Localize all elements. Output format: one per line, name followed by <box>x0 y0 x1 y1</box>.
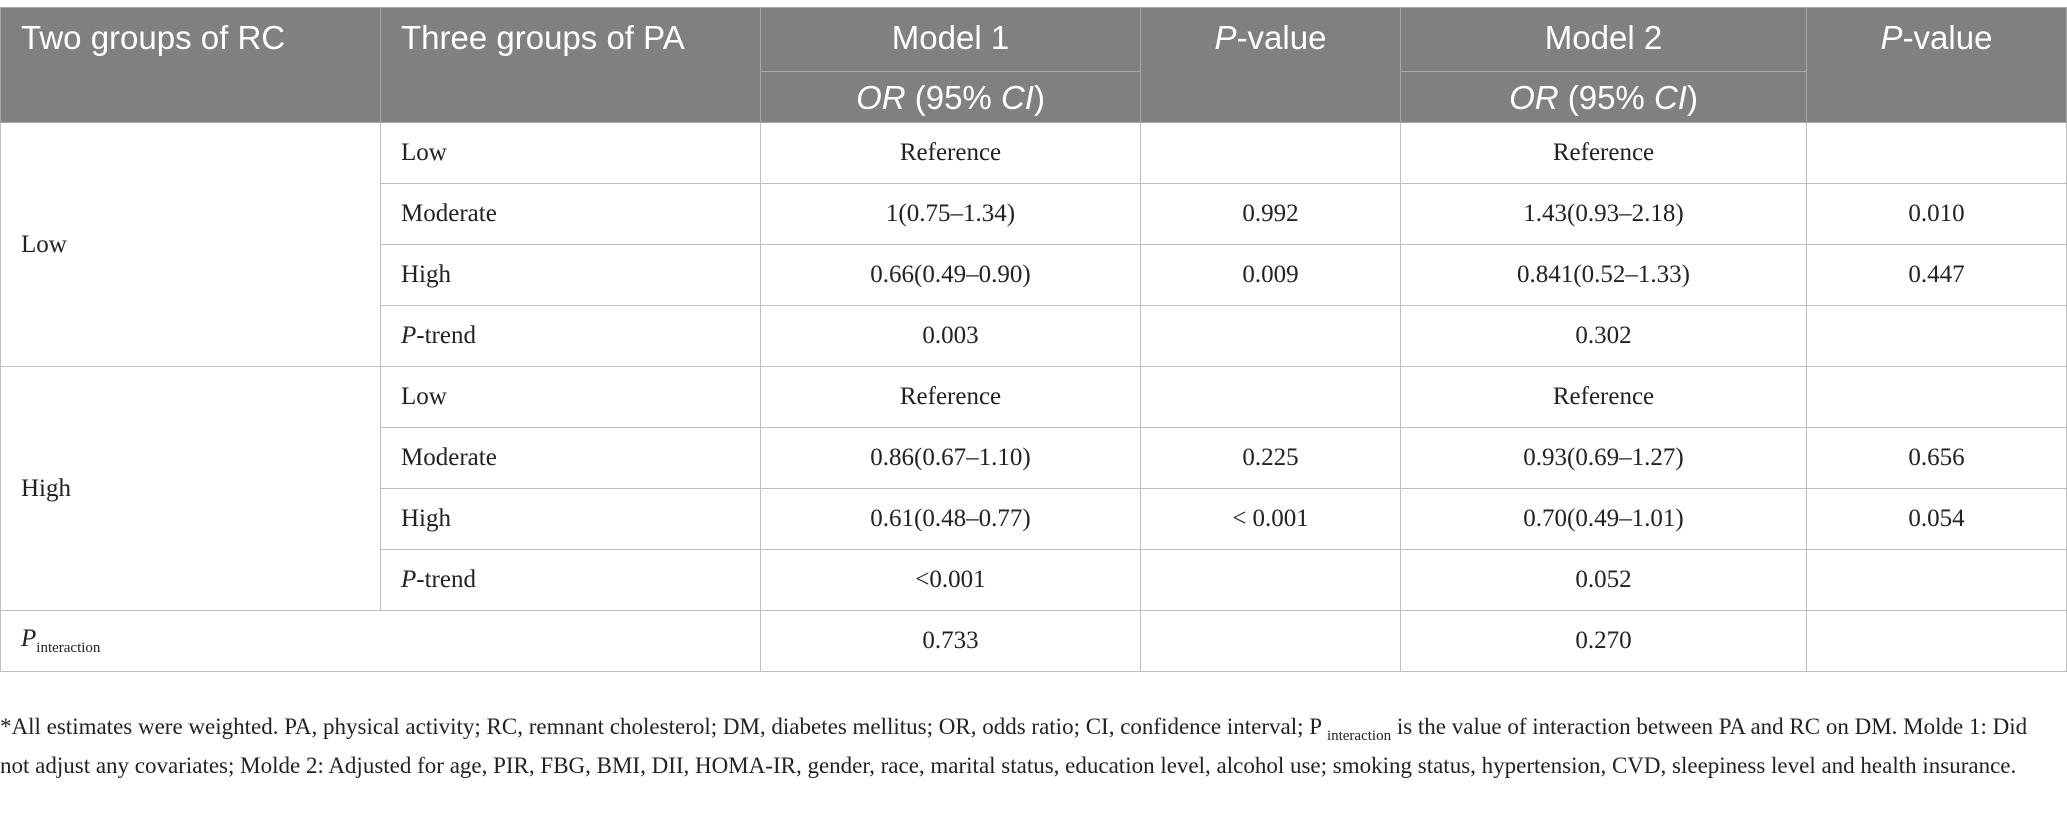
empty-cell <box>1807 306 2067 367</box>
header-p-value-1: P-value <box>1141 8 1401 123</box>
model1-p <box>1141 123 1401 184</box>
model1-or: 0.61(0.48–0.77) <box>761 489 1141 550</box>
model2-or: 0.70(0.49–1.01) <box>1401 489 1807 550</box>
empty-cell <box>1807 611 2067 672</box>
pa-label: Moderate <box>381 428 761 489</box>
model2-p: 0.054 <box>1807 489 2067 550</box>
header-rc-groups: Two groups of RC <box>1 8 381 123</box>
model2-p: 0.447 <box>1807 245 2067 306</box>
model2-or: Reference <box>1401 367 1807 428</box>
model2-or: 1.43(0.93–2.18) <box>1401 184 1807 245</box>
model2-trend: 0.302 <box>1401 306 1807 367</box>
model1-or: 1(0.75–1.34) <box>761 184 1141 245</box>
model1-or: 0.66(0.49–0.90) <box>761 245 1141 306</box>
p-trend-label: P-trend <box>381 550 761 611</box>
empty-cell <box>1141 306 1401 367</box>
table-row <box>1 367 2067 428</box>
model2-interaction: 0.270 <box>1401 611 1807 672</box>
table-row <box>1 123 2067 184</box>
model2-or: 0.841(0.52–1.33) <box>1401 245 1807 306</box>
empty-cell <box>1141 550 1401 611</box>
model2-or: Reference <box>1401 123 1807 184</box>
header-or-ci-1: OR (95% CI) <box>761 72 1141 123</box>
model1-p <box>1141 367 1401 428</box>
model1-trend: <0.001 <box>761 550 1141 611</box>
pa-label: High <box>381 489 761 550</box>
model2-p <box>1807 123 2067 184</box>
model2-p: 0.656 <box>1807 428 2067 489</box>
pa-label: Moderate <box>381 184 761 245</box>
model2-or: 0.93(0.69–1.27) <box>1401 428 1807 489</box>
rc-group-low: Low <box>1 123 381 367</box>
table-row-interaction <box>1 611 2067 672</box>
model2-p <box>1807 367 2067 428</box>
pa-label: High <box>381 245 761 306</box>
model1-or: 0.86(0.67–1.10) <box>761 428 1141 489</box>
model1-or: Reference <box>761 367 1141 428</box>
empty-cell <box>1141 611 1401 672</box>
model1-p: 0.225 <box>1141 428 1401 489</box>
model1-p: 0.009 <box>1141 245 1401 306</box>
rc-group-high: High <box>1 367 381 611</box>
table-footnote: *All estimates were weighted. PA, physical activity; RC, remnant cholesterol; DM, diabetes mellitus; OR, odds ratio; CI, confidence interval; P $_{interaction}$ is the value of interaction between PA and RC on DM. Molde 1: Did not adjust any covariates; Molde 2: Adjusted for age, PIR, FBG, BMI, DII, HOMA-IR, gender, race, marital status, education level, alcohol use; smoking status, hypertension, CVD, sleepiness level and health insurance. <box>0 714 2028 778</box>
model1-interaction: 0.733 <box>761 611 1141 672</box>
header-pa-groups: Three groups of PA <box>381 8 761 123</box>
model1-or: Reference <box>761 123 1141 184</box>
p-trend-label: P-trend <box>381 306 761 367</box>
model2-trend: 0.052 <box>1401 550 1807 611</box>
model2-p: 0.010 <box>1807 184 2067 245</box>
p-interaction-label: $P_{interaction}$ <box>1 611 761 672</box>
results-table <box>0 7 2067 672</box>
empty-cell <box>1807 550 2067 611</box>
model1-p: 0.992 <box>1141 184 1401 245</box>
pa-label: Low <box>381 123 761 184</box>
model1-p: < 0.001 <box>1141 489 1401 550</box>
header-model2: Model 2 <box>1401 8 1807 72</box>
header-model1: Model 1 <box>761 8 1141 72</box>
pa-label: Low <box>381 367 761 428</box>
model1-trend: 0.003 <box>761 306 1141 367</box>
header-p-value-2: P-value <box>1807 8 2067 123</box>
header-or-ci-2: OR (95% CI) <box>1401 72 1807 123</box>
